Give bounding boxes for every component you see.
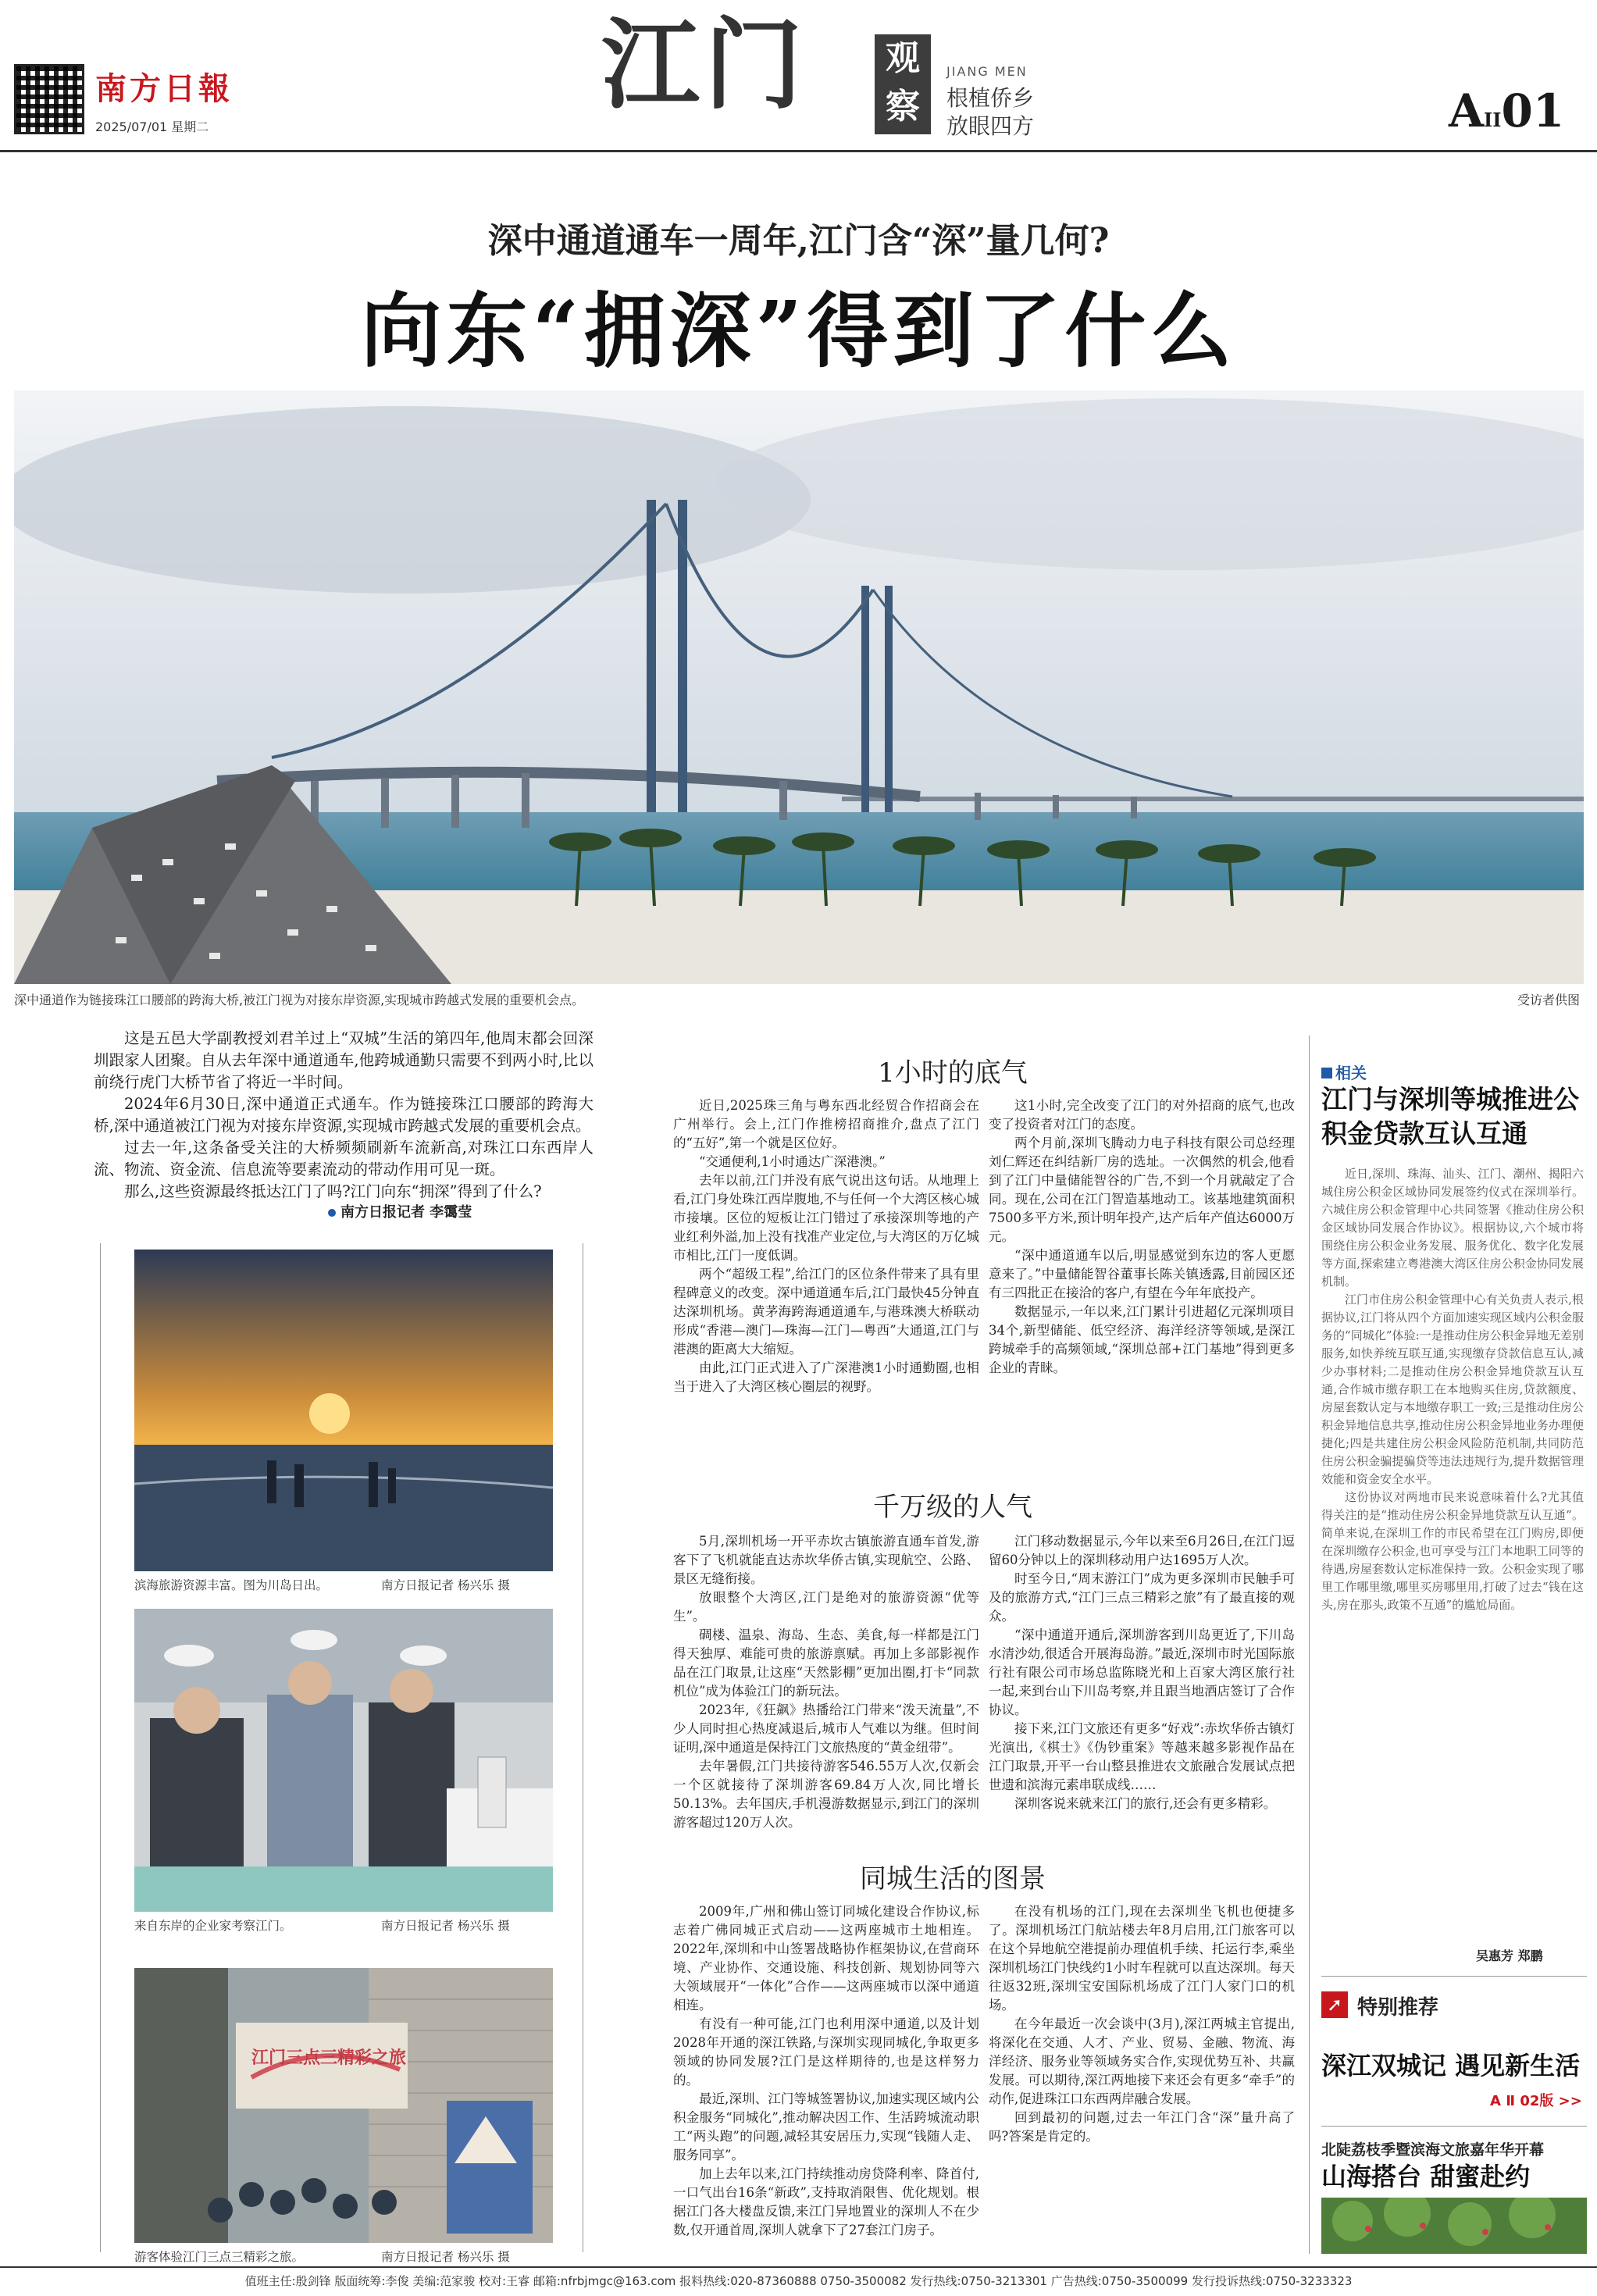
- body-paragraph: 这1小时,完全改变了江门的对外招商的底气,也改变了投资者对江门的态度。: [989, 1098, 1295, 1132]
- body-paragraph: 两个“超级工程”,给江门的区位条件带来了具有里程碑意义的改变。深中通道通车后,江门最快45分钟直达深圳机场。黄茅海跨海通道通车,与港珠澳大桥联动形成“香港—澳门—珠海—江门—粤西”大通道,江门与港澳的距离大大缩短。: [673, 1267, 979, 1357]
- recommend-page-ref-1[interactable]: A Ⅱ 02版 >>: [1490, 2093, 1582, 2109]
- sunrise-image: [134, 1250, 553, 1571]
- related-tag: 相关: [1321, 1061, 1367, 1083]
- bridge-illustration: [14, 390, 1584, 984]
- body-paragraph: 加上去年以来,江门持续推动房贷降利率、降首付,一口气出台16条“新政”,支持取消限售、优化规划。根据江门各大楼盘反馈,来江门异地置业的深圳人不在少数,仅开通首周,深圳人就拿下了27套江门房子。: [673, 2166, 979, 2237]
- body-paragraph: 深圳客说来就来江门的旅行,还会有更多精彩。: [1014, 1796, 1277, 1811]
- photo-sunrise: [134, 1250, 553, 1571]
- body-paragraph: 近日,2025珠三角与粤东西北经贸合作招商会在广州举行。会上,江门作推榜招商推介,盘点了江门的“五好”,第一个就是区位好。: [673, 1098, 979, 1150]
- section3-column-b: [989, 1902, 1295, 2254]
- brand-slogan: [946, 84, 1034, 141]
- page-sub: II: [1484, 109, 1502, 131]
- section2-column-a: [673, 1532, 979, 1845]
- issue-date: 2025/07/01 星期二: [95, 119, 209, 134]
- body-paragraph: 2023年,《狂飙》热播给江门带来“泼天流量”,不少人同时担心热度减退后,城市人气难以为继。但时间证明,深中通道是保持江门文旅热度的“黄金纽带”。: [673, 1702, 979, 1755]
- related-paragraph: 这份协议对两地市民来说意味着什么?尤其值得关注的是“推动住房公积金异地贷款互认互通”。简单来说,在深圳工作的市民希望在江门购房,即便在深圳缴存公积金,也可享受与江门本地职工同等的待遇,房屋套数认定标准保持一致。公积金实现了哪里工作哪里缴,哪里买房哪里用,打破了过去“钱在这头,房在那头,政策不互通”的尴尬局面。: [1321, 1490, 1584, 1612]
- lychee-grove-image: [1321, 2198, 1587, 2254]
- recommend-label: 特别推荐: [1357, 1996, 1439, 2020]
- sidebar-rule: [1309, 1036, 1310, 2254]
- photo-street: [134, 1968, 553, 2243]
- photo-credit: 南方日报记者 杨兴乐 摄: [381, 2250, 510, 2264]
- footer-credits: 值班主任:殷剑锋 版面统筹:李俊 美编:范家骏 校对:王睿 邮箱:nfrbjmgc@163.com 报料热线:020-87360888 0750-3500082 发行热线:0750-3213301 广告热线:0750-3500099 发行投诉热线:0750-3233323: [244, 2274, 1353, 2288]
- related-body: [1321, 1165, 1584, 1614]
- body-paragraph: 碉楼、温泉、海岛、生态、美食,每一样都是江门得天独厚、难能可贵的旅游禀赋。再加上多部影视作品在江门取景,让这座“天然影棚”更加出圈,打卡“同款机位”成为体验江门的新玩法。: [673, 1628, 979, 1699]
- body-paragraph: 去年暑假,江门共接待游客546.55万人次,仅新会一个区就接待了深圳游客69.84万人次,同比增长50.13%。去年国庆,手机漫游数据显示,到江门的深圳游客超过120万人次。: [673, 1759, 979, 1830]
- body-paragraph: 江门移动数据显示,今年以来至6月26日,在江门逗留60分钟以上的深圳移动用户达1695万人次。: [989, 1534, 1295, 1567]
- body-paragraph: 去年以前,江门并没有底气说出这句话。从地理上看,江门身处珠江西岸腹地,不与任何一个大湾区核心城市接壤。区位的短板让江门错过了承接深圳等地的产业红利外溢,加上没有找准产业定位,与大湾区的万亿城市相比,江门一度低调。: [673, 1173, 979, 1263]
- street-sign-text: 江门三点三精彩之旅: [251, 2048, 407, 2068]
- body-paragraph: “交通便利,1小时通达广深港澳。”: [699, 1154, 886, 1169]
- recommend-divider: [1321, 2126, 1587, 2127]
- recommend-icon: ➚: [1321, 1991, 1348, 2018]
- recommend-rule: [1321, 1976, 1587, 1977]
- body-paragraph: 最近,深圳、江门等城签署协议,加速实现区域内公积金服务“同城化”,推动解决因工作、生活跨城流动职工“两头跑”的问题,减轻其安居压力,实现“钱随人走、服务同享”。: [673, 2091, 979, 2162]
- lead-paragraphs: [94, 1028, 594, 1203]
- section1-column-b: [989, 1096, 1295, 1464]
- hero-credit: 受访者供图: [1517, 993, 1580, 1007]
- section-title-3: 同城生活的图景: [860, 1863, 1046, 1895]
- hero-caption: 深中通道作为链接珠江口腰部的跨海大桥,被江门视为对接东岸资源,实现城市跨越式发展的重要机会点。: [14, 993, 585, 1007]
- body-paragraph: 5月,深圳机场一开平赤坎古镇旅游直通车首发,游客下了飞机就能直达赤坎华侨古镇,实现航空、公路、景区无缝衔接。: [673, 1534, 979, 1586]
- section-title-1: 1小时的底气: [878, 1057, 1028, 1089]
- brand-box-text: 观察: [886, 38, 920, 127]
- street-image: [134, 1968, 553, 2243]
- masthead-rule: [0, 150, 1597, 152]
- section2-column-b: [989, 1532, 1295, 1845]
- photo-visitors: [134, 1609, 553, 1912]
- photo-caption: 来自东岸的企业家考察江门。: [134, 1919, 292, 1933]
- section-title-2: 千万级的人气: [873, 1492, 1032, 1523]
- column-rule: [100, 1243, 101, 2252]
- body-paragraph: 时至今日,“周末游江门”成为更多深圳市民触手可及的旅游方式,“江门三点三精彩之旅”有了最直接的观众。: [989, 1571, 1295, 1624]
- section1-column-a: [673, 1096, 979, 1464]
- qr-code: [14, 64, 84, 134]
- headline-kicker: 深中通道通车一周年,江门含“深”量几何?: [487, 221, 1110, 261]
- slogan-line-2: 放眼四方: [946, 113, 1035, 139]
- section3-column-a: [673, 1902, 979, 2254]
- body-paragraph: 在没有机场的江门,现在去深圳坐飞机也便捷多了。深圳机场江门航站楼去年8月启用,江门旅客可以在这个异地航空港提前办理值机手续、托运行李,乘坐深圳机场江门快线约1小时车程就可以直达深圳。每天往返32班,深圳宝安国际机场成了江门人家门口的机场。: [989, 1904, 1295, 2013]
- recommend-title-2[interactable]: 山海搭台 甜蜜赴约: [1321, 2162, 1531, 2191]
- lead-paragraph: 2024年6月30日,深中通道正式通车。作为链接珠江口腰部的跨海大桥,深中通道被江门视为对接东岸资源,实现城市跨越式发展的重要机会点。: [94, 1095, 594, 1135]
- body-paragraph: 由此,江门正式进入了广深港澳1小时通勤圈,也相当于进入了大湾区核心圈层的视野。: [673, 1360, 979, 1394]
- photo-credit: 南方日报记者 杨兴乐 摄: [381, 1578, 510, 1592]
- related-paragraph: 近日,深圳、珠海、汕头、江门、潮州、揭阳六城住房公积金区域协同发展签约仪式在深圳举行。六城住房公积金管理中心共同签署《推动住房公积金区域协同发展合作协议》。根据协议,六个城市将围绕住房公积金业务发展、服务优化、数字化发展等方面,探索建立粤港澳大湾区住房公积金协同发展机制。: [1321, 1167, 1584, 1289]
- photo-credit: 南方日报记者 杨兴乐 摄: [381, 1919, 510, 1933]
- visitors-image: [134, 1609, 553, 1912]
- related-title: 江门与深圳等城推进公积金贷款互认互通: [1321, 1084, 1579, 1149]
- body-paragraph: “深中通道通车以后,明显感觉到东边的客人更愿意来了。”中量储能智谷董事长陈关镇透露,目前园区还有三四批正在接洽的客户,有望在今年年底投产。: [989, 1248, 1295, 1300]
- lead-paragraph: 过去一年,这条备受关注的大桥频频刷新车流新高,对珠江口东西岸人流、物流、资金流、信息流等要素流动的带动作用可见一斑。: [94, 1139, 594, 1178]
- related-paragraph: 江门市住房公积金管理中心有关负责人表示,根据协议,江门将从四个方面加速实现区域内公积金服务的“同城化”体验:一是推动住房公积金异地无差别服务,如快养统互联互通,实现缴存贷款信息互认,减少办事材料;二是推动住房公积金异地贷款互认互通,合作城市缴存职工在本地购买住房,贷款额度、房屋套数认定与本地缴存职工一致;三是推动住房公积金异地信息共享,推动住房公积金异地业务办理便捷化;四是共建住房公积金风险防范机制,共同防范住房公积金骗提骗贷等违法违规行为,提升数据管理效能和资金安全水平。: [1321, 1292, 1584, 1486]
- body-paragraph: “深中通道开通后,深圳游客到川岛更近了,下川岛水清沙幼,很适合开展海岛游。”最近,深圳市时光国际旅行社有限公司市场总监陈晓光和上百家大湾区旅行社一起,来到台山下川岛考察,并且跟当地酒店签订了合作协议。: [989, 1628, 1295, 1717]
- related-credit: 吴惠芳 郑鹏: [1476, 1948, 1543, 1963]
- recommend-subtitle-2: 北陡荔枝季暨滨海文旅嘉年华开幕: [1321, 2141, 1545, 2159]
- page-prefix: A: [1449, 84, 1485, 137]
- recommend-title-1[interactable]: 深江双城记 遇见新生活: [1321, 2051, 1581, 2080]
- body-paragraph: 接下来,江门文旅还有更多“好戏”:赤坎华侨古镇灯光演出,《棋士》《伪钞重案》等越来越多影视作品在江门取景,开平一台山整县推进农文旅融合发展试点把世遗和滨海元素串联成线……: [989, 1721, 1295, 1792]
- body-paragraph: 在今年最近一次会谈中(3月),深江两城主官提出,将深化在交通、人才、产业、贸易、金融、物流、海洋经济、服务业等领域务实合作,实现优势互补、共赢发展。可以期待,深江两地接下来还会有更多“牵手”的动作,促进珠江口东西两岸融合发展。: [989, 2016, 1295, 2106]
- photo-caption: 滨海旅游资源丰富。图为川岛日出。: [134, 1578, 329, 1592]
- lead-paragraph: 这是五邑大学副教授刘君羊过上“双城”生活的第四年,他周末都会回深圳跟家人团聚。自从去年深中通道通车,他跨城通勤只需要不到两小时,比以前绕行虎门大桥节省了将近一半时间。: [94, 1029, 594, 1091]
- footer-rule: [0, 2266, 1597, 2268]
- body-paragraph: 回到最初的问题,过去一年江门含“深”量升高了吗?答案是肯定的。: [989, 2110, 1295, 2144]
- body-paragraph: 数据显示,一年以来,江门累计引进超亿元深圳项目34个,新型储能、低空经济、海洋经济等领域,是深江跨城牵手的高频领域,“深圳总部+江门基地”得到更多企业的青睐。: [989, 1304, 1295, 1375]
- body-paragraph: 2009年,广州和佛山签订同城化建设合作协议,标志着广佛同城正式启动——这两座城市土地相连。2022年,深圳和中山签署战略协作框架协议,在营商环境、产业协作、交通设施、科技创新、规划协同等六大领域展开“一体化”合作——这两座城市以深中通道相连。: [673, 1904, 979, 2013]
- recommend-photo: [1321, 2198, 1587, 2254]
- section-brand-box: [875, 34, 931, 134]
- reporter-byline: 南方日报记者 李霭莹: [328, 1201, 472, 1221]
- main-headline: 向东“拥深”得到了什么: [360, 283, 1237, 379]
- section-brand: 江门: [601, 7, 807, 123]
- lead-paragraph: 那么,这些资源最终抵达江门了吗?江门向东“拥深”得到了什么?: [124, 1182, 542, 1200]
- page-num: 01: [1501, 84, 1565, 137]
- body-paragraph: 有没有一种可能,江门也利用深中通道,以及计划2028年开通的深江铁路,与深圳实现同城化,争取更多领域的协同发展?江门是这样期待的,也是这样努力的。: [673, 2016, 979, 2087]
- slogan-line-1: 根植侨乡: [946, 85, 1035, 111]
- hero-photo: [14, 390, 1584, 984]
- photo-caption: 游客体验江门三点三精彩之旅。: [134, 2250, 305, 2264]
- page-number: [1449, 84, 1564, 137]
- brand-english: JIANG MEN: [946, 64, 1028, 79]
- body-paragraph: 放眼整个大湾区,江门是绝对的旅游资源“优等生”。: [673, 1590, 979, 1624]
- body-paragraph: 两个月前,深圳飞腾动力电子科技有限公司总经理刘仁辉还在纠结新厂房的选址。一次偶然的机会,他看到了江门中量储能智谷的广告,不到一个月就敲定了合同。现在,公司在江门智造基地动工。该基地建筑面积7500多平方米,预计明年投产,达产后年产值达6000万元。: [989, 1136, 1295, 1244]
- newspaper-name: 南方日報: [95, 70, 233, 107]
